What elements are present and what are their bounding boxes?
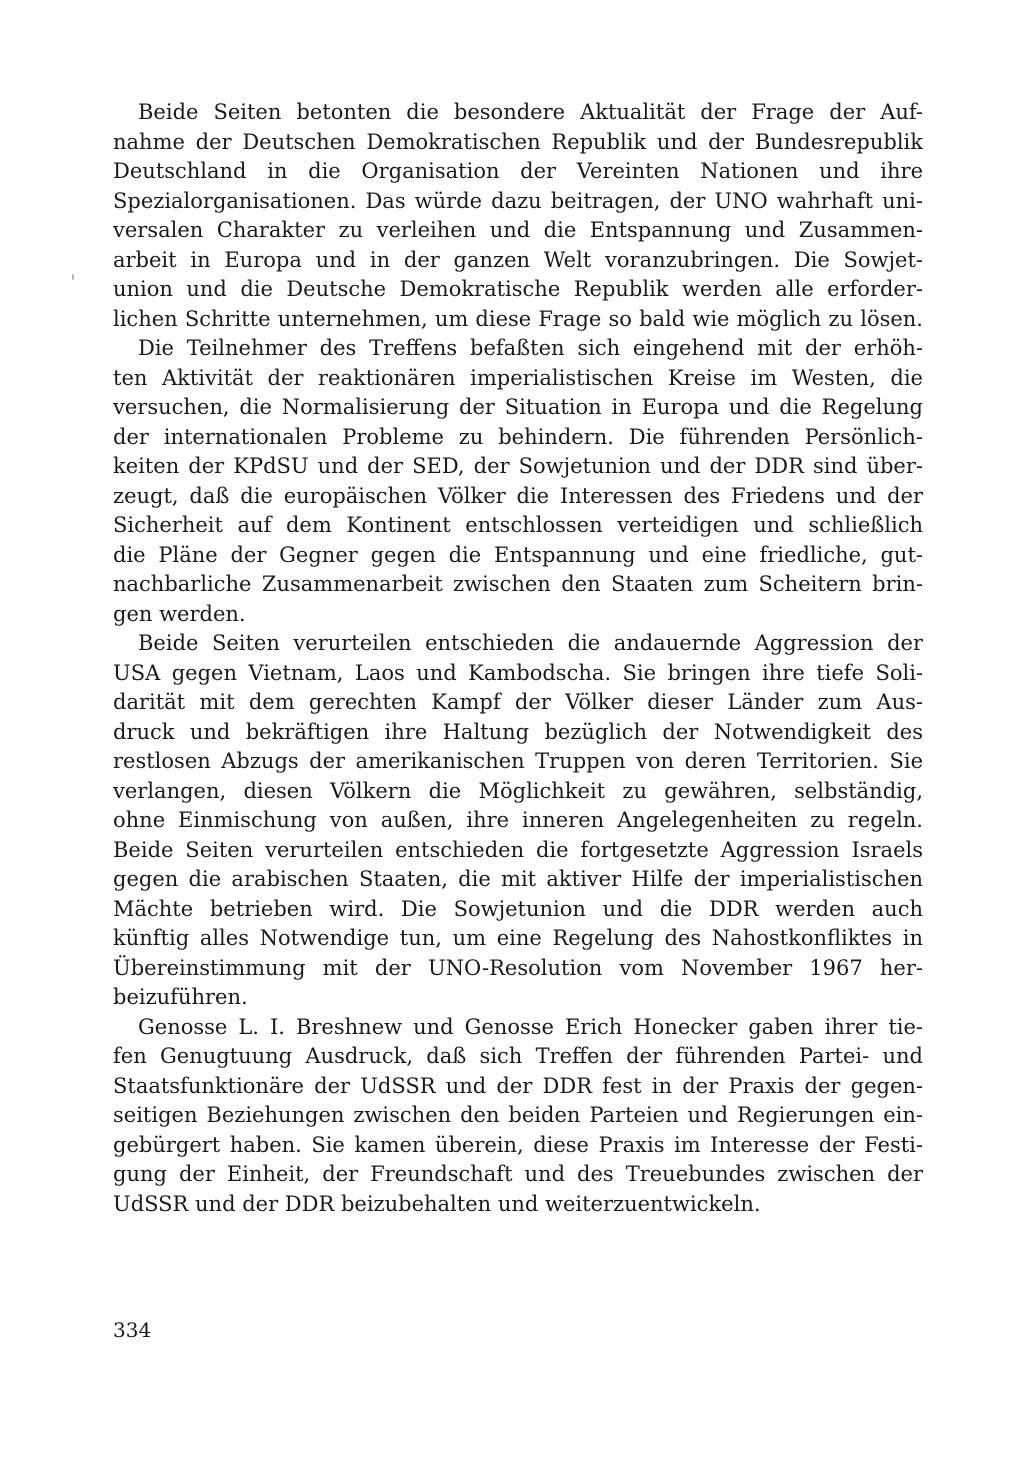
text-line: UdSSR und der DDR beizubehalten und weiterzuentwickeln.	[113, 1191, 761, 1216]
text-line: nachbarliche Zusammenarbeit zwischen den Staaten zum Scheitern brin-	[113, 572, 923, 596]
text-line: ten Aktivität der reaktionären imperialistischen Kreise im Westen, die	[113, 365, 923, 390]
text-line: beizuführen.	[113, 985, 248, 1009]
text-line: arbeit in Europa und in der ganzen Welt voranzubringen. Die Sowjet-	[113, 247, 923, 272]
body-text	[113, 98, 923, 1219]
text-line: gung der Einheit, der Freundschaft und des Treuebundes zwischen der	[113, 1162, 923, 1186]
text-line: USA gegen Vietnam, Laos und Kambodscha. Sie bringen ihre tiefe Soli-	[113, 660, 923, 685]
text-line: gebürgert haben. Sie kamen überein, diese Praxis im Interesse der Festi-	[113, 1132, 923, 1157]
text-line: der internationalen Probleme zu behindern. Die führenden Persönlich-	[113, 424, 923, 449]
text-line: darität mit dem gerechten Kampf der Völker dieser Länder zum Aus-	[113, 690, 923, 714]
text-line: Mächte betrieben wird. Die Sowjetunion und die DDR werden auch	[113, 896, 923, 921]
scan-speck	[72, 274, 74, 280]
text-line: Die Teilnehmer des Treffens befaßten sich eingehend mit der erhöh-	[138, 336, 923, 360]
text-line: verlangen, diesen Völkern die Möglichkeit zu gewähren, selbständig,	[113, 778, 923, 803]
text-line: fen Genugtuung Ausdruck, daß sich Treffen der führenden Partei- und	[113, 1044, 923, 1068]
page-number: 334	[113, 1318, 152, 1342]
text-line: gegen die arabischen Staaten, die mit aktiver Hilfe der imperialistischen	[113, 867, 923, 891]
text-line: nahme der Deutschen Demokratischen Republik und der Bundesrepublik	[113, 129, 923, 154]
text-line: versalen Charakter zu verleihen und die Entspannung und Zusammen-	[113, 218, 923, 242]
text-line: die Pläne der Gegner gegen die Entspannung und eine friedliche, gut-	[113, 542, 923, 567]
text-line: gen werden.	[113, 601, 246, 626]
text-line: seitigen Beziehungen zwischen den beiden Parteien und Regierungen ein-	[113, 1103, 923, 1127]
text-line: union und die Deutsche Demokratische Republik werden alle erforder-	[113, 277, 923, 301]
text-line: Übereinstimmung mit der UNO-Resolution vom November 1967 her-	[113, 955, 923, 980]
text-line: Beide Seiten betonten die besondere Aktualität der Frage der Auf-	[138, 100, 923, 124]
text-line: ohne Einmischung von außen, ihre inneren Angelegenheiten zu regeln.	[113, 808, 923, 832]
text-line: Beide Seiten verurteilen entschieden die andauernde Aggression der	[138, 631, 923, 655]
text-line: Genosse L. I. Breshnew und Genosse Erich Honecker gaben ihrer tie-	[138, 1014, 923, 1039]
text-line: Staatsfunktionäre der UdSSR und der DDR fest in der Praxis der gegen-	[113, 1073, 923, 1098]
text-line: keiten der KPdSU und der SED, der Sowjetunion und der DDR sind über-	[113, 454, 923, 478]
text-line: künftig alles Notwendige tun, um eine Regelung des Nahostkonfliktes in	[113, 926, 923, 950]
text-line: Sicherheit auf dem Kontinent entschlossen verteidigen und schließlich	[113, 513, 923, 537]
text-line: versuchen, die Normalisierung der Situation in Europa und die Regelung	[113, 395, 923, 419]
text-line: Beide Seiten verurteilen entschieden die fortgesetzte Aggression Israels	[113, 837, 923, 862]
text-line: lichen Schritte unternehmen, um diese Frage so bald wie möglich zu lösen.	[113, 306, 923, 331]
text-line: Spezialorganisationen. Das würde dazu beitragen, der UNO wahrhaft uni-	[113, 188, 923, 213]
text-line: Deutschland in die Organisation der Vereinten Nationen und ihre	[113, 159, 923, 183]
text-line: zeugt, daß die europäischen Völker die Interessen des Friedens und der	[113, 483, 923, 508]
text-line: restlosen Abzugs der amerikanischen Truppen von deren Territorien. Sie	[113, 749, 923, 773]
text-line: druck und bekräftigen ihre Haltung bezüglich der Notwendigkeit des	[113, 719, 923, 744]
